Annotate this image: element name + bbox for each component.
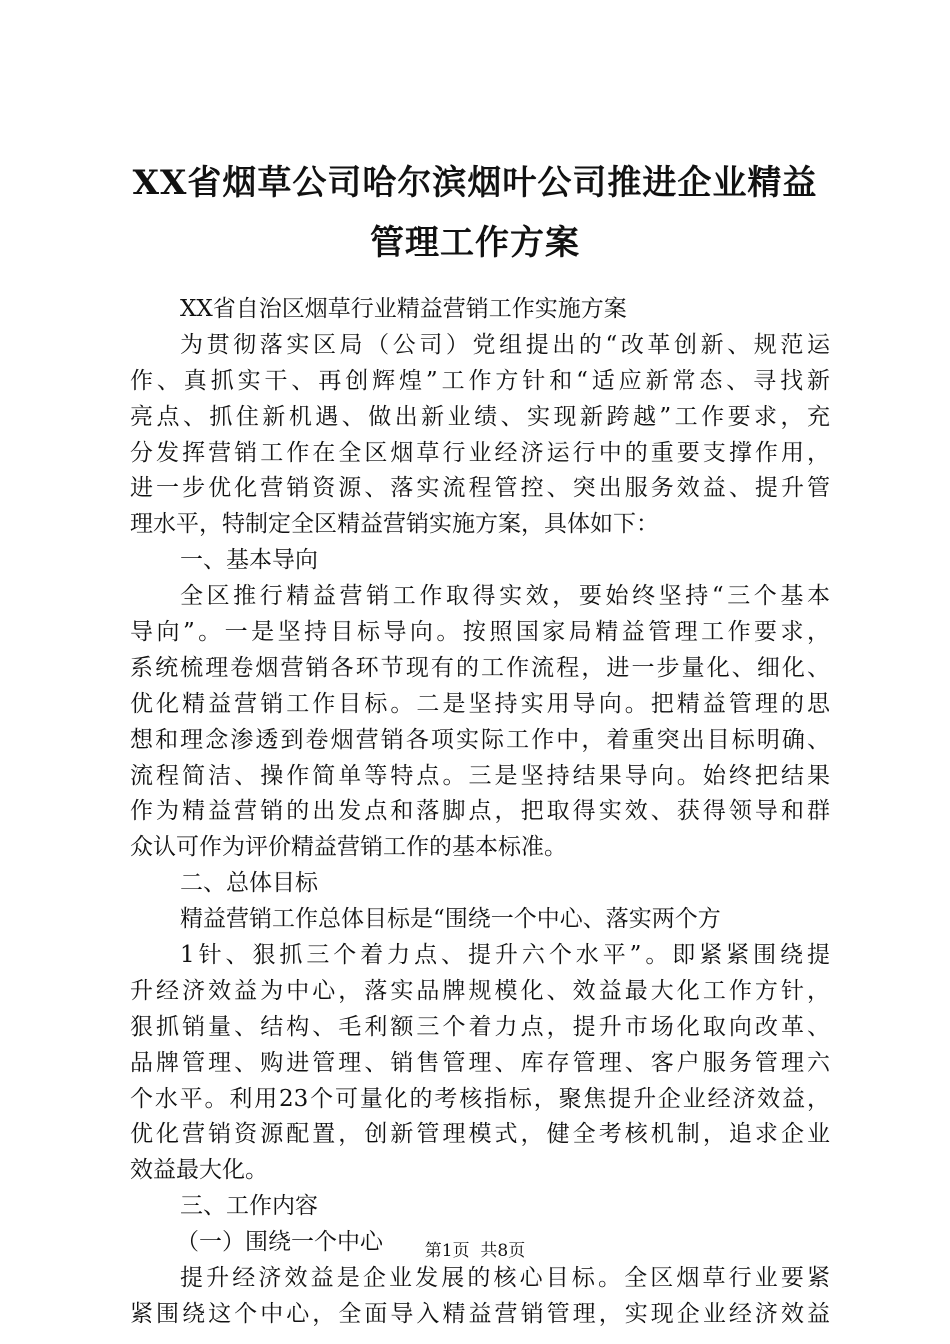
body-line: 导向”。一是坚持目标导向。按照国家局精益管理工作要求， [130, 619, 830, 646]
body-line: 为贯彻落实区局（公司）党组提出的“改革创新、规范运 [180, 331, 830, 358]
body-line: 升经济效益为中心，落实品牌规模化、效益最大化工作方针， [130, 977, 830, 1004]
body-line: 优化营销资源配置，创新管理模式，健全考核机制，追求企业 [130, 1121, 830, 1148]
section-heading: 一、基本导向 [180, 547, 318, 574]
body-line: 全区推行精益营销工作取得实效，要始终坚持“三个基本 [180, 583, 830, 610]
body-line: 狠抓销量、结构、毛利额三个着力点，提升市场化取向改革、 [130, 1013, 830, 1040]
subsection-heading: （一）围绕一个中心 [176, 1229, 383, 1256]
body-line: 品牌管理、购进管理、销售管理、库存管理、客户服务管理六 [130, 1049, 830, 1076]
document-title-line-2: 管理工作方案 [370, 223, 580, 263]
body-line: 众认可作为评价精益营销工作的基本标准。 [130, 834, 567, 861]
body-line: 流程简洁、操作简单等特点。三是坚持结果导向。始终把结果 [130, 762, 830, 789]
body-line: 理水平，特制定全区精益营销实施方案，具体如下： [130, 511, 659, 538]
section-heading: 三、工作内容 [180, 1193, 318, 1220]
body-line: 个水平。利用23个可量化的考核指标，聚焦提升企业经济效益， [130, 1085, 830, 1112]
body-line: 紧围绕这个中心，全面导入精益营销管理，实现企业经济效益 [130, 1300, 830, 1327]
body-line: 提升经济效益是企业发展的核心目标。全区烟草行业要紧 [180, 1265, 830, 1292]
body-line: 系统梳理卷烟营销各环节现有的工作流程，进一步量化、细化、 [130, 654, 830, 681]
body-line: 精益营销工作总体目标是“围绕一个中心、落实两个方 [180, 906, 721, 933]
body-line: 作、真抓实干、再创辉煌”工作方针和“适应新常态、寻找新 [130, 367, 830, 394]
body-line: 1针、狠抓三个着力点、提升六个水平”。即紧紧围绕提 [180, 942, 830, 969]
body-line: 想和理念渗透到卷烟营销各项实际工作中，着重突出目标明确、 [130, 726, 830, 753]
body-line: 优化精益营销工作目标。二是坚持实用导向。把精益管理的思 [130, 690, 830, 717]
document-body [130, 292, 830, 1333]
section-heading: 二、总体目标 [180, 870, 318, 897]
body-line: 分发挥营销工作在全区烟草行业经济运行中的重要支撑作用， [130, 439, 830, 466]
page-number-footer: 第1页 共8页 [424, 1241, 526, 1261]
body-line: 进一步优化营销资源、落实流程管控、突出服务效益、提升管 [130, 475, 830, 502]
document-title-line-1: XX省烟草公司哈尔滨烟叶公司推进企业精益 [132, 163, 818, 203]
body-line: 作为精益营销的出发点和落脚点，把取得实效、获得领导和群 [130, 798, 830, 825]
body-line: XX省自治区烟草行业精益营销工作实施方案 [180, 296, 627, 322]
body-line: 效益最大化。 [130, 1157, 268, 1184]
body-line: 亮点、抓住新机遇、做出新业绩、实现新跨越”工作要求，充 [130, 403, 830, 430]
